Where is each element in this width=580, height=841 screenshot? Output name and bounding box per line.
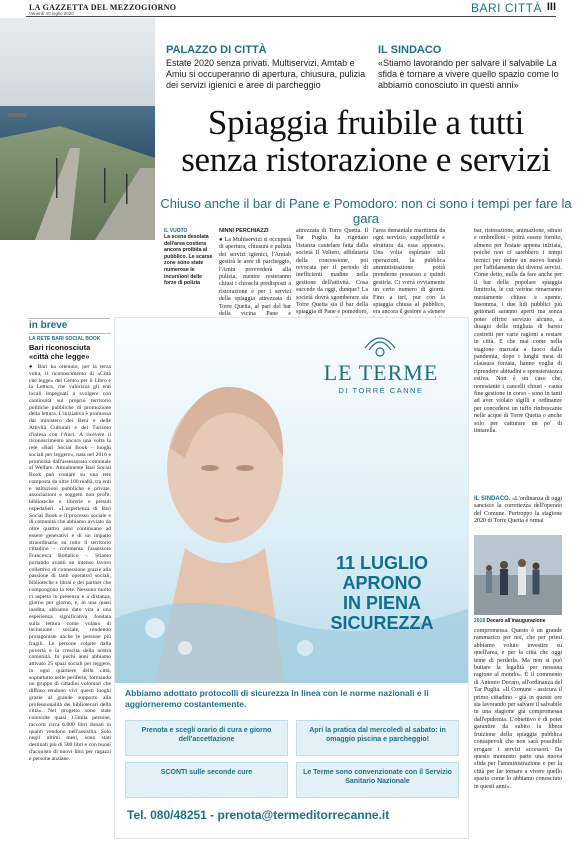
caption-text: Decaro all'inaugurazione [486, 618, 546, 624]
article-body: «L'ordinanza di oggi sancisce la correttezza dell'operato del Comune. Purtroppo la stagione 2020 di Torre Quetta è ormai [474, 496, 562, 525]
top-story-right [378, 44, 563, 91]
story-deck: Estate 2020 senza privati. Multiservizi, Amtab e Amiu si occuperanno di apertura, chiusura, pulizia dei servizi igienici e aree di parcheggio [166, 58, 366, 90]
article-column-4b [474, 628, 562, 791]
ad-slogan-line: SICUREZZA [330, 613, 434, 633]
article-body: compromessa. Questo è un grande rammarico per noi, che per primi abbiamo voluto investire su quell'area, e per la città che oggi teme di perderla. Ma non si può buttare la legalità per nessuna ragione al mondo». È il commento di Antonio Decaro, all'ordinanza del Tar Puglia. «Il Comune - assicura il primo cittadino - già in queste ore sta lavorando per salvare il salvabile in una stagione già compromessa dall'epidemia. L'obiettivo è di poter garantire da subito la libera fruizione della spiaggia pubblica consapevoli che non sarà possibile erogare i servizi accessori. Da questo momento parte una nuova sfida per l'amministrazione e per la città per far tornare a vivere quello spazio come lo abbiamo conosciuto in questi anni». [474, 628, 562, 790]
section-rule [28, 318, 110, 319]
page-number: III [546, 1, 556, 13]
subheadline: Chiuso anche il bar di Pane e Pomodoro: non ci sono i tempi per fare la gara [160, 196, 572, 226]
headline [160, 104, 572, 178]
headline-line-1: Spiaggia fruibile a tutti [207, 103, 525, 142]
article-body: bar, ristorazione, animazione, sdraio e ombrelloni - potrà essere fornito, almeno per l'estate appena iniziata, poiché non ci sarebbero i tempi tecnici per indire un nuovo bando per l'affidamento dei diversi servizi. Come detto, nulla da fare anche per il bar della popolare spiaggia limitrofa, le cui vetrine rimarranno mestamente chiuse e spente. Insomma, i due lidi pubblici più gettonati saranno aperti ma senza poter offrire servizio alcuno, a disagio delle migliaia di baresi costretti per varie ragioni a restare in città. E che mai come nella stagione marcata a fuoco dalla pandemia, dopo i lunghi mesi di clausura forzata, hanno voglia di riprendere abitudini e spensieratezza estiva. Non è un caso che, nonostante i cancelli chiusi - causa fine gestione in corso - sono in tanti ad aver violato sigilli e ordinanze per concedersi un tuffo rinfrescante nelle acque di Torre Quetta o anche solo per catturare un po' di tintarella. [474, 228, 562, 434]
ad-slogan-line: APRONO [342, 573, 422, 593]
article-body: l'area demaniale marittima da ogni servizio, suppellettile e struttura da essa apposte». Una volta espletato tali operazioni, la pubblica amministrazione potrà prenderne possesso e quindi gestirla. Ci vorrà ovviamente un certo numero di giorni. Fino a ieri, pur con la spiaggia chiusa al pubblico, era ancora il gestore a «tenere [373, 228, 445, 316]
article-body: ● La Multiservizi si occuperà di apertura, chiusura e pulizia dei servizi igienici, l'Amtab gestirà le aree di parcheggio, l'Amiu provvederà alla pulizia, mentre resteranno chiusi i chioschi predisposti a ristorazione e per i servizi della spiaggia attrezzata di Torre Quetta, al pari del bar della vicina Pane e [219, 237, 291, 318]
section-rule [29, 333, 111, 334]
newspaper-logo: LA GAZZETTA DEL MEZZOGIORNO [29, 3, 177, 12]
masthead [26, 3, 556, 17]
ad-info-box: Apri la pratica dal mercoledì al sabato: in omaggio piscina e parcheggio! [296, 720, 459, 756]
brief-title: Bari riconosciuta «città che legge» [29, 343, 91, 361]
top-story-left [166, 44, 366, 91]
ad-protocol-text: Abbiamo adottato protocolli di sicurezza in linea con le norme nazionali e li aggiorneremo costantemente. [125, 688, 429, 709]
ad-brand [311, 360, 451, 395]
issue-date: Venerdì 10 luglio 2020 [29, 11, 74, 16]
photo-caption [164, 228, 214, 287]
byline: NINNI PERCHIAZZI [219, 228, 269, 234]
story-deck: «Stiamo lavorando per salvare il salvabile La sfida è tornare a vivere quello spazio come lo abbiamo conosciuto in questi anni» [378, 58, 559, 90]
caption-text: La scena desolata dell'area costiera ancora proibita al pubblico. Le scarse zone sono state numerose le incursioni delle forze di polizia [164, 234, 213, 287]
story-kicker: PALAZZO DI CITTÀ [166, 44, 267, 56]
quote-label: IL SINDACO. [474, 496, 511, 502]
ad-info-box: SCONTI sulle seconde cure [125, 762, 288, 798]
article-body: attrezzata di Torre Quetta. Il Tar Puglia ha rigettato l'istanza cautelare fatta dalla società Il Veliero, affidataria della concessione, poi revocata per il periodo di inefficienti madine nella gestione dell'attività. Cosa succede da oggi, dunque? La società dovrà sgomberare sia Torre Quetta sia il bar della spiaggia di Pane e pomodoro, [296, 228, 368, 316]
ad-slogan-line: IN PIENA [342, 593, 421, 613]
ad-info-box: Le Terme sono convenzionate con il Servizio Sanitario Nazionale [296, 762, 459, 798]
caption-year: 2018 [474, 618, 486, 624]
section-name: BARI CITTÀ [470, 1, 542, 15]
ad-contact: Tel. 080/48251 - prenota@termeditorrecanne.it [127, 808, 390, 822]
brief-body: ● Bari ha ottenuto, per la terza volta, il riconoscimento di «Città che legge» del Centro per il Libro e la Lettura, che valorizza gli enti locali impegnati a svolgere con continuità sul proprio territorio politiche pubbliche di promozione della lettura. L'iniziativa è promossa dal ministero dei Beni e delle Attività Culturali e del Turismo d'intesa con l'Anci. A ricevere il riconoscimento ancora una volta la rete «Bari Social Book - luoghi sociali per leggere», nata nel 2016 e promossa dall'assessorato comunale al Welfare. Attualmente Bari Social Book può contare su una rete composta da oltre 100 realtà, tra enti e istituzioni pubbliche e private, associazioni e soggetti non profit, biblioteche e librerie e presidi ospedalieri. «L'esperienza di Bari Social Book e il processo sociale e di comunità che abbiamo avviato da oltre quattro anni continuano ad essere generativi e di un impatto straordinario su tutto il territorio cittadino - commenta l'assessore Francesca Bottalico -. Stiamo portando avanti un intenso lavoro collettivo di connessione grazie alla passione di tanti operatori sociali, biblioteche e librai e dei partner che compongono la rete. Nessuno molto ci aspetta in presenza e a distanza, giorno per giorno, e, in una quasi inedita, abbiamo dato vita a una esperienza significativa fondata sulla lettura come volano di inclusione sociale, rendendo protagoniste anche le persone più fragili. Le persone colpite dalla povertà e la crescita della nostra comunità. In pochi anni abbiamo attivato 25 spazi sociali per leggere, in ogni quartiere della città, soprattutto nelle periferie, formando un gruppo di cittadini volontari che diffuso rendono vivi questi luoghi grazie al grande supporto alla professionalità dei bibliotecari della città». Nel progetto sono state coinvolte quasi 1.5mila persone, raccolti circa 6.000 libri donati in quanti vendono nell'assistita. Solo negli ultimi mesi, sono stati destinati più di 500 libri e con buoni d'acquisto di nuovi libri per ragazzi e persone anziane. [29, 364, 111, 762]
article-column-4 [474, 228, 562, 526]
caption-label: IL VUOTO [164, 228, 188, 234]
headline-line-2: senza ristorazione e servizi [181, 140, 551, 179]
in-breve-box [29, 320, 111, 789]
ad-brand-name: LE TERME [323, 360, 439, 385]
photo2-caption [474, 618, 562, 624]
ad-brand-subtitle: DI TORRE CANNE [338, 386, 424, 395]
advertisement [114, 317, 469, 839]
ad-slogan [297, 553, 467, 633]
brief-label: LA RETE BARI SOCIAL BOOK [29, 336, 101, 342]
ad-info-box: Prenota e scegli orario di cura e giorno dell'accettazione [125, 720, 288, 756]
in-breve-header: in breve [29, 320, 68, 331]
inauguration-photo [474, 535, 562, 615]
ad-slogan-line: 11 LUGLIO [335, 553, 429, 573]
story-kicker: IL SINDACO [378, 44, 442, 56]
beach-photo [0, 18, 155, 240]
